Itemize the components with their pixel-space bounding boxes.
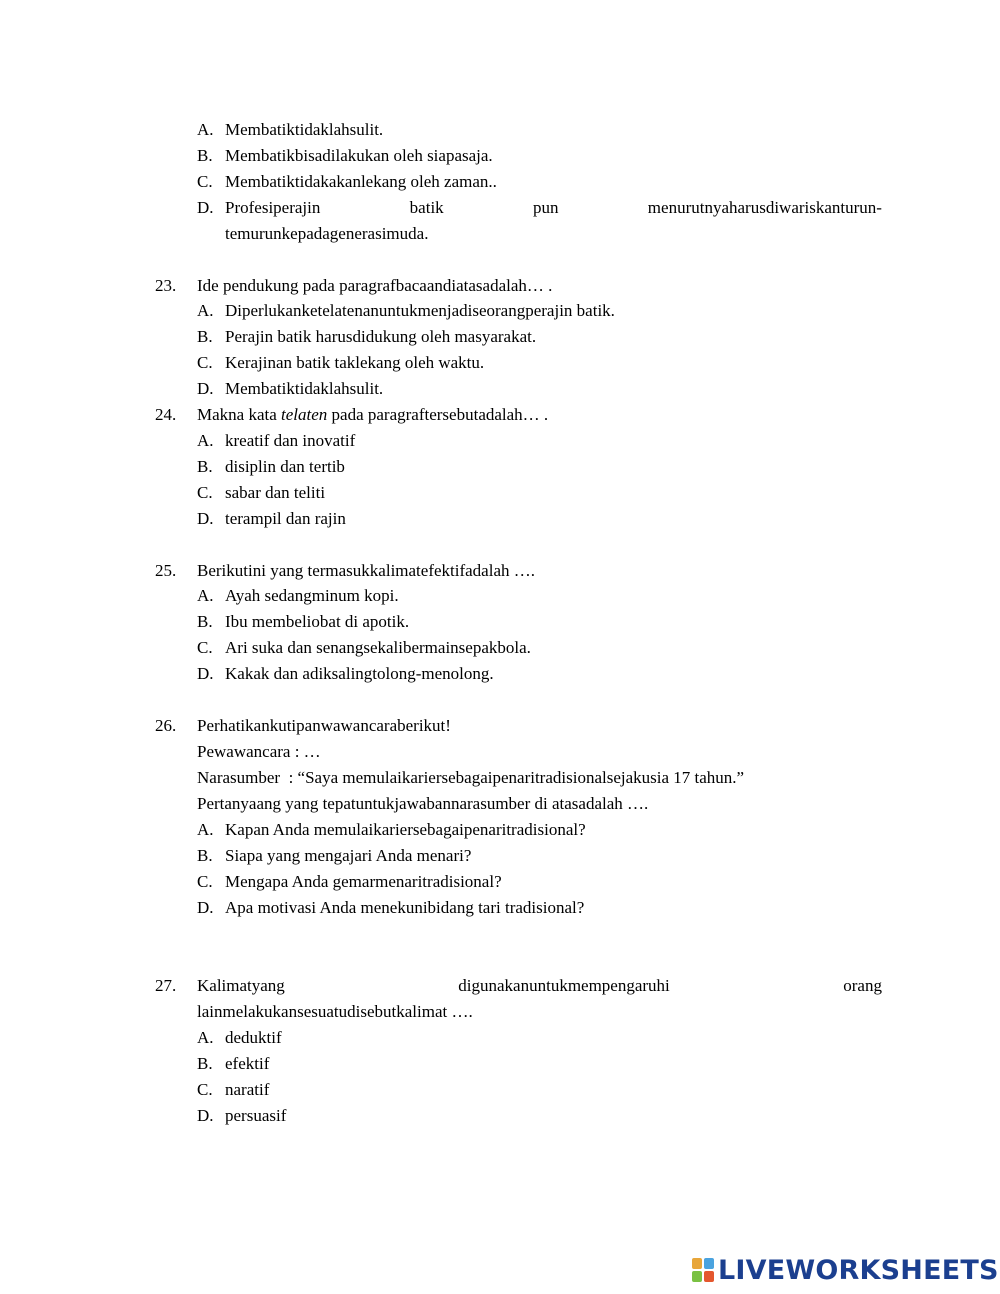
q27-option-c-letter: C. (197, 1080, 213, 1099)
q26-option-a-text: Kapan Anda memulaikariersebagaipenaritradisional? (225, 820, 586, 839)
q27-option-a-letter: A. (197, 1028, 214, 1047)
q24-option-b-text: disiplin dan tertib (225, 457, 345, 476)
q26-option-c-text: Mengapa Anda gemarmenaritradisional? (225, 872, 502, 891)
q27-option-b-text: efektif (225, 1054, 270, 1073)
q23-option-c-text: Kerajinan batik taklekang oleh waktu. (225, 353, 485, 372)
q24-question-italic: telaten (281, 405, 328, 424)
q24-option-b-letter: B. (197, 457, 213, 476)
q27-question-line2: lainmelakukansesuatudisebutkalimat …. (197, 1002, 473, 1021)
q26-source-answer: Narasumber : “Saya memulaikariersebagaipenaritradisionalsejakusia 17 tahun.” (197, 768, 745, 787)
q27-option-c-text: naratif (225, 1080, 270, 1099)
q24-option-a-text: kreatif dan inovatif (225, 431, 356, 450)
q27-option-a-text: deduktif (225, 1028, 282, 1047)
q26-question: Perhatikankutipanwawancaraberikut! (197, 716, 451, 735)
liveworksheets-logo-icon (692, 1258, 714, 1282)
q22-option-b-text: Membatikbisadilakukan oleh siapasaja. (225, 146, 493, 165)
q22-option-a-letter: A. (197, 120, 214, 139)
q26-option-a-letter: A. (197, 820, 214, 839)
q22-option-d-word: Profesiperajin (225, 198, 321, 217)
q25-question: Berikutini yang termasukkalimatefektifadalah …. (197, 561, 535, 580)
q22-option-d-word: batik (409, 198, 444, 217)
q24-question (197, 405, 548, 425)
logo-block-i (704, 1258, 714, 1269)
q26-option-b-letter: B. (197, 846, 213, 865)
q27-option-b-letter: B. (197, 1054, 213, 1073)
q23-option-c-letter: C. (197, 353, 213, 372)
q25-option-b-text: Ibu membeliobat di apotik. (225, 612, 410, 631)
q22-option-d-text (225, 198, 882, 218)
q24-option-a-letter: A. (197, 431, 214, 450)
q24-number: 24. (155, 405, 177, 424)
q26-prompt: Pertanyaang yang tepatuntukjawabannarasumber di atasadalah …. (197, 794, 649, 813)
q25-option-a-letter: A. (197, 586, 214, 605)
q27-question-word: orang (843, 976, 882, 995)
liveworksheets-logo[interactable] (692, 1256, 999, 1284)
q27-question-word: digunakanuntukmempengaruhi (458, 976, 670, 995)
q26-option-d-text: Apa motivasi Anda menekunibidang tari tradisional? (225, 898, 585, 917)
q24-option-c-letter: C. (197, 483, 213, 502)
q23-option-b-letter: B. (197, 327, 213, 346)
q22-option-a-text: Membatiktidaklahsulit. (225, 120, 384, 139)
q22-option-d-text-line2: temurunkepadagenerasimuda. (225, 224, 429, 243)
q22-option-c-letter: C. (197, 172, 213, 191)
logo-block-e (704, 1271, 714, 1282)
q27-question (197, 976, 882, 996)
q26-number: 26. (155, 716, 177, 735)
q27-question-word: Kalimatyang (197, 976, 285, 995)
q25-option-c-letter: C. (197, 638, 213, 657)
q23-number: 23. (155, 276, 177, 295)
q24-option-d-text: terampil dan rajin (225, 509, 346, 528)
q23-question: Ide pendukung pada paragrafbacaandiatasadalah… . (197, 276, 553, 295)
logo-block-l (692, 1258, 702, 1269)
q26-option-b-text: Siapa yang mengajari Anda menari? (225, 846, 472, 865)
q25-option-c-text: Ari suka dan senangsekalibermainsepakbola. (225, 638, 531, 657)
q25-option-a-text: Ayah sedangminum kopi. (225, 586, 399, 605)
q24-question-pre: Makna kata (197, 405, 282, 424)
q22-option-b-letter: B. (197, 146, 213, 165)
q24-question-post: pada paragraftersebutadalah… . (327, 405, 549, 424)
q24-option-d-letter: D. (197, 509, 214, 528)
q22-option-c-text: Membatiktidakakanlekang oleh zaman.. (225, 172, 497, 191)
q23-option-d-letter: D. (197, 379, 214, 398)
q26-option-c-letter: C. (197, 872, 213, 891)
q23-option-d-text: Membatiktidaklahsulit. (225, 379, 384, 398)
q26-interviewer: Pewawancara : … (197, 742, 321, 761)
q23-option-b-text: Perajin batik harusdidukung oleh masyarakat. (225, 327, 537, 346)
q22-option-d-word: menurutnyaharusdiwariskanturun- (647, 198, 882, 217)
q25-option-b-letter: B. (197, 612, 213, 631)
q24-option-c-text: sabar dan teliti (225, 483, 326, 502)
liveworksheets-logo-text: LIVEWORKSHEETS (718, 1254, 999, 1286)
logo-block-v (692, 1271, 702, 1282)
q23-option-a-letter: A. (197, 301, 214, 320)
q27-option-d-text: persuasif (225, 1106, 287, 1125)
q25-option-d-text: Kakak dan adiksalingtolong-menolong. (225, 664, 494, 683)
q27-number: 27. (155, 976, 177, 995)
q22-option-d-letter: D. (197, 198, 214, 217)
q25-number: 25. (155, 561, 177, 580)
q27-option-d-letter: D. (197, 1106, 214, 1125)
q26-option-d-letter: D. (197, 898, 214, 917)
q22-option-d-word: pun (532, 198, 559, 217)
q25-option-d-letter: D. (197, 664, 214, 683)
q23-option-a-text: Diperlukanketelatenanuntukmenjadiseorangperajin batik. (225, 301, 615, 320)
